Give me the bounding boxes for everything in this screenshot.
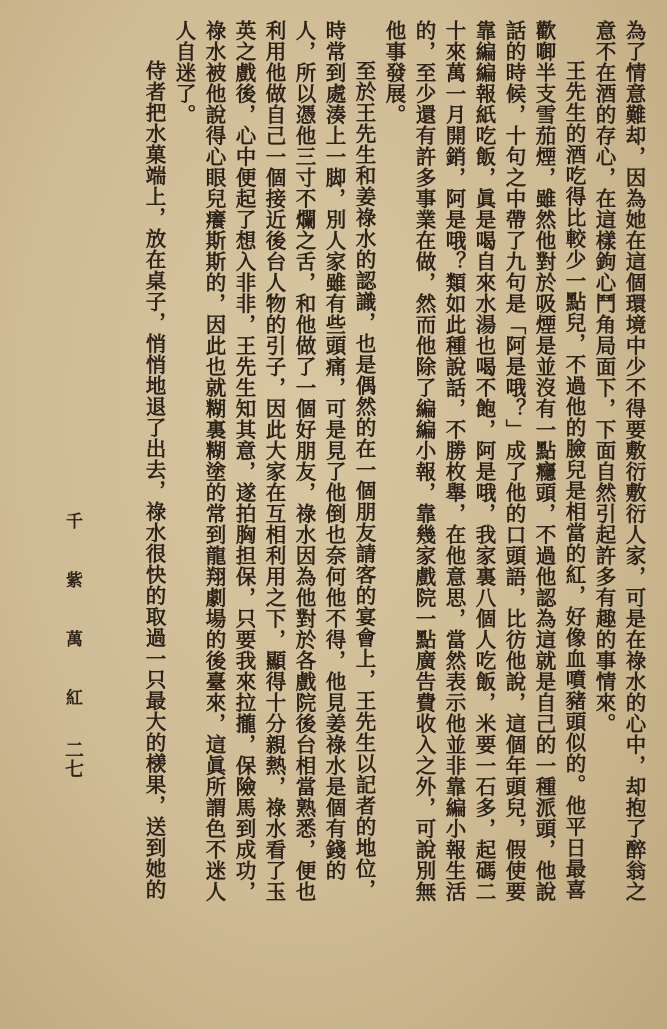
text-column: 為了情意難却，因為她在這個環境中少不得要敷衍敷衍人家，可是在祿水的心中，却抱了醉翁之: [622, 20, 646, 902]
text-column: 意不在酒的存心，在這樣鉤心鬥角局面下，下面自然引起許多有趣的事情來。: [592, 20, 616, 734]
text-column: 至於王先生和姜祿水的認識，也是偶然的在一個朋友請客的宴會上，王先生以記者的地位，: [352, 60, 376, 900]
text-column: 人自迷了。: [172, 20, 196, 125]
text-column: 侍者把水菓端上，放在桌子，悄悄地退了出去，祿水很快的取過一只最大的檨果，送到她的: [142, 60, 166, 900]
text-column: 歡啣半支雪茄煙，雖然他對於吸煙是並沒有一點癮頭，不過他認為這就是自己的一種派頭，他說: [532, 20, 556, 902]
running-head-title: 千 紫 萬 紅: [62, 512, 82, 724]
text-column: 英之戲後，心中便起了想入非非，王先生知其意，遂拍胸担保，只要我來拉攏，保險馬到成功，: [232, 20, 256, 902]
text-column: 時常到處湊上一脚，別人家雖有些頭痛，可是見了他倒也奈何他不得，他見姜祿水是個有錢的: [322, 20, 346, 881]
text-column: 祿水被他說得心眼兒癢斯斯的，因此也就糊裏糊塗的常到龍翔劇場的後臺來，這眞所謂色不迷人: [202, 20, 226, 902]
text-column: 王先生的酒吃得比較少一點兒，不過他的臉兒是相當的紅，好像血噴豬頭似的。他平日最喜: [562, 60, 586, 900]
text-column: 他事發展。: [382, 20, 406, 125]
text-column: 的，至少還有許多事業在做，然而他除了編編小報，靠幾家戲院一點廣告費收入之外，可說別無: [412, 20, 436, 902]
text-column: 靠編編報紙吃飯，眞是喝自來水湯也喝不飽，阿是哦，我家裏八個人吃飯，米要一石多，起碼二: [472, 20, 496, 902]
text-column: 十來萬一月開銷，阿是哦？類如此種說話，不勝枚舉，在他意思，當然表示他並非靠編小報生活: [442, 20, 466, 902]
text-column: 話的時候，十句之中帶了九句是「阿是哦？」成了他的口頭語，比彷他說，這個年頭兒，假使要: [502, 20, 526, 902]
text-column: 利用他做自己一個接近後台人物的引子，因此大家在互相利用之下，顯得十分親熱，祿水看了玉: [262, 20, 286, 902]
vertical-text-body: [139, 20, 649, 1010]
page-number: 二七: [62, 740, 84, 778]
text-column: 人，所以憑他三寸不爛之舌，和他做了一個好朋友，祿水因為他對於各戲院後台相當熟悉，便也: [292, 20, 316, 902]
